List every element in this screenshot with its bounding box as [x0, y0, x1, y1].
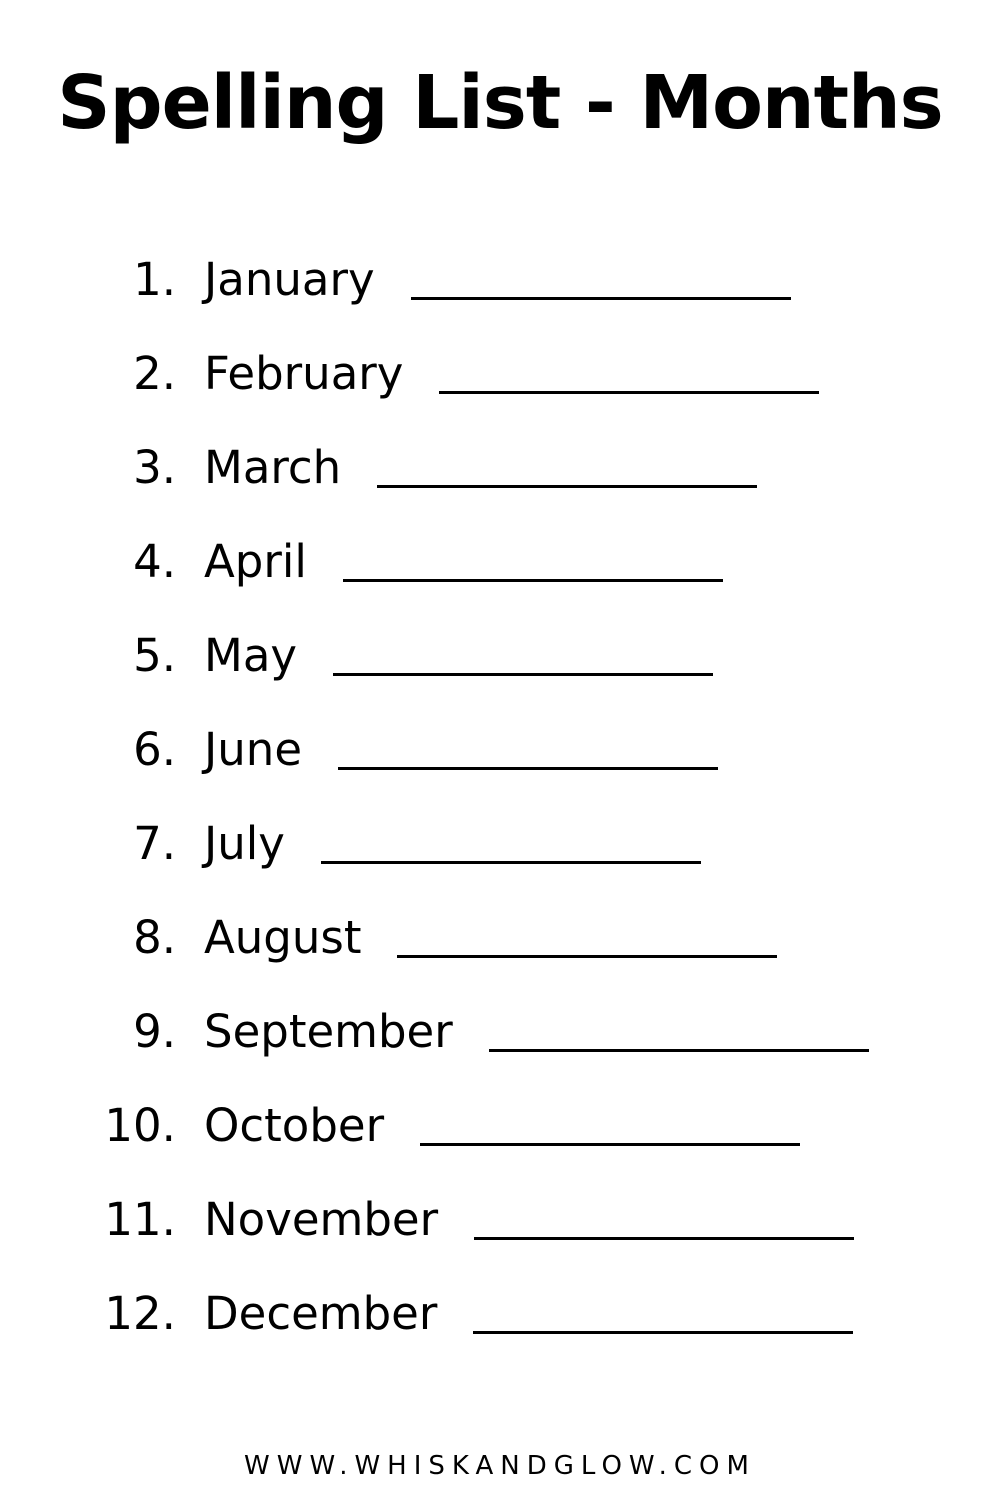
answer-line[interactable]	[377, 485, 757, 488]
answer-line[interactable]	[473, 1331, 853, 1334]
list-item	[0, 232, 1000, 326]
item-number: 8.	[133, 911, 176, 964]
item-word-row	[204, 1004, 869, 1060]
item-number: 4.	[133, 535, 176, 588]
item-word-row	[204, 440, 757, 496]
item-word: August	[204, 911, 362, 964]
answer-line[interactable]	[333, 673, 713, 676]
item-number: 5.	[133, 629, 176, 682]
list-item	[0, 890, 1000, 984]
item-word-row	[204, 1192, 854, 1248]
list-item	[0, 1266, 1000, 1360]
spelling-list	[0, 232, 1000, 1360]
item-word: June	[204, 723, 302, 776]
list-item	[0, 514, 1000, 608]
footer-website[interactable]: WWW.WHISKANDGLOW.COM	[244, 1451, 756, 1481]
list-item	[0, 796, 1000, 890]
item-word-row	[204, 910, 777, 966]
page-title: Spelling List - Months	[57, 60, 943, 146]
answer-line[interactable]	[397, 955, 777, 958]
item-number: 10.	[104, 1099, 176, 1152]
item-word: January	[204, 253, 375, 306]
item-number: 1.	[133, 253, 176, 306]
list-item	[0, 1078, 1000, 1172]
item-word-row	[204, 816, 701, 872]
answer-line[interactable]	[321, 861, 701, 864]
answer-line[interactable]	[343, 579, 723, 582]
answer-line[interactable]	[439, 391, 819, 394]
answer-line[interactable]	[474, 1237, 854, 1240]
item-number: 3.	[133, 441, 176, 494]
item-word-row	[204, 628, 713, 684]
list-item	[0, 420, 1000, 514]
list-item	[0, 702, 1000, 796]
item-word: December	[204, 1287, 438, 1340]
item-word: November	[204, 1193, 439, 1246]
item-word: April	[204, 535, 307, 588]
item-number: 2.	[133, 347, 176, 400]
item-word: May	[204, 629, 298, 682]
item-number: 9.	[133, 1005, 176, 1058]
answer-line[interactable]	[420, 1143, 800, 1146]
list-item	[0, 608, 1000, 702]
item-word-row	[204, 534, 723, 590]
answer-line[interactable]	[338, 767, 718, 770]
item-number: 6.	[133, 723, 176, 776]
item-number: 7.	[133, 817, 176, 870]
item-number: 11.	[104, 1193, 176, 1246]
item-word: March	[204, 441, 342, 494]
list-item	[0, 984, 1000, 1078]
item-word: February	[204, 347, 404, 400]
answer-line[interactable]	[489, 1049, 869, 1052]
item-word-row	[204, 1286, 853, 1342]
item-word-row	[204, 252, 791, 308]
item-word: July	[204, 817, 285, 870]
answer-line[interactable]	[411, 297, 791, 300]
item-word-row	[204, 1098, 800, 1154]
item-word: September	[204, 1005, 453, 1058]
item-number: 12.	[104, 1287, 176, 1340]
list-item	[0, 1172, 1000, 1266]
item-word-row	[204, 722, 718, 778]
item-word-row	[204, 346, 819, 402]
item-word: October	[204, 1099, 385, 1152]
list-item	[0, 326, 1000, 420]
